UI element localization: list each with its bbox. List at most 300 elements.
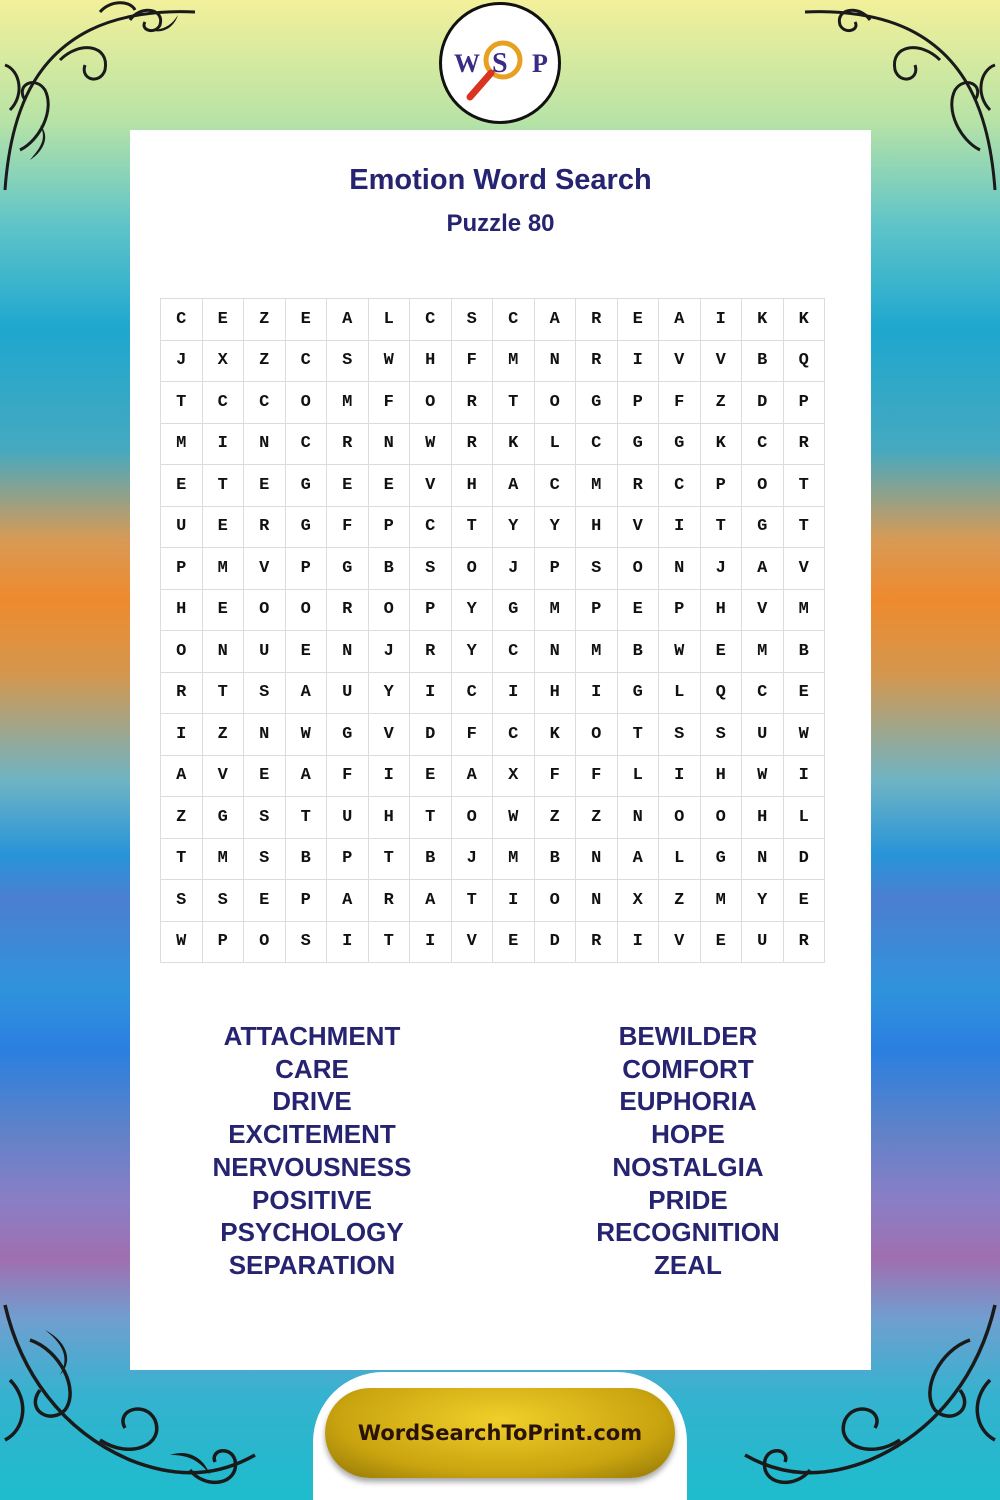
grid-cell[interactable]: I [493, 672, 535, 714]
grid-cell[interactable]: C [202, 382, 244, 424]
site-logo [439, 2, 561, 124]
grid-cell[interactable]: J [161, 340, 203, 382]
grid-cell[interactable]: E [327, 465, 369, 507]
grid-cell[interactable]: N [617, 797, 659, 839]
word-list-item: CARE [275, 1053, 349, 1084]
grid-cell[interactable]: R [327, 423, 369, 465]
grid-row [161, 423, 825, 465]
grid-cell[interactable]: G [659, 423, 701, 465]
grid-cell[interactable]: T [493, 382, 535, 424]
grid-cell[interactable]: G [202, 797, 244, 839]
grid-cell[interactable]: T [161, 382, 203, 424]
grid-cell[interactable]: I [410, 921, 452, 963]
grid-cell[interactable]: I [617, 921, 659, 963]
grid-cell[interactable]: Z [534, 797, 576, 839]
grid-cell[interactable]: E [244, 755, 286, 797]
grid-cell[interactable]: H [410, 340, 452, 382]
grid-cell[interactable]: T [783, 506, 825, 548]
grid-cell[interactable]: O [285, 382, 327, 424]
grid-cell[interactable]: C [285, 423, 327, 465]
grid-cell[interactable]: N [244, 714, 286, 756]
grid-cell[interactable]: P [617, 382, 659, 424]
grid-cell[interactable]: I [493, 880, 535, 922]
grid-cell[interactable]: A [742, 548, 784, 590]
grid-row [161, 797, 825, 839]
grid-cell[interactable]: I [783, 755, 825, 797]
grid-cell[interactable]: S [659, 714, 701, 756]
grid-cell[interactable]: S [244, 797, 286, 839]
grid-cell[interactable]: A [327, 880, 369, 922]
grid-cell[interactable]: S [410, 548, 452, 590]
grid-cell[interactable]: K [783, 299, 825, 341]
grid-cell[interactable]: E [493, 921, 535, 963]
grid-cell[interactable]: V [368, 714, 410, 756]
grid-cell[interactable]: V [451, 921, 493, 963]
grid-cell[interactable]: F [659, 382, 701, 424]
grid-cell[interactable]: G [327, 714, 369, 756]
grid-row [161, 382, 825, 424]
grid-row [161, 465, 825, 507]
word-list-left [162, 1020, 462, 1282]
grid-cell[interactable]: T [161, 838, 203, 880]
grid-cell[interactable]: I [659, 755, 701, 797]
grid-cell[interactable]: T [700, 506, 742, 548]
grid-cell[interactable]: W [783, 714, 825, 756]
grid-cell[interactable]: B [783, 631, 825, 673]
grid-cell[interactable]: H [576, 506, 618, 548]
grid-row [161, 506, 825, 548]
grid-cell[interactable]: O [534, 382, 576, 424]
grid-cell[interactable]: J [368, 631, 410, 673]
grid-cell[interactable]: H [700, 589, 742, 631]
grid-cell[interactable]: M [327, 382, 369, 424]
grid-cell[interactable]: T [202, 465, 244, 507]
grid-cell[interactable]: M [576, 631, 618, 673]
grid-cell[interactable]: N [576, 880, 618, 922]
grid-cell[interactable]: Z [161, 797, 203, 839]
grid-cell[interactable]: S [576, 548, 618, 590]
grid-cell[interactable]: E [202, 299, 244, 341]
grid-cell[interactable]: E [410, 755, 452, 797]
grid-cell[interactable]: S [285, 921, 327, 963]
grid-cell[interactable]: Z [576, 797, 618, 839]
grid-cell[interactable]: R [368, 880, 410, 922]
grid-cell[interactable]: M [161, 423, 203, 465]
grid-cell[interactable]: V [742, 589, 784, 631]
grid-cell[interactable]: O [451, 797, 493, 839]
grid-cell[interactable]: M [742, 631, 784, 673]
grid-cell[interactable]: E [202, 589, 244, 631]
grid-cell[interactable]: A [617, 838, 659, 880]
grid-cell[interactable]: N [327, 631, 369, 673]
grid-cell[interactable]: F [451, 714, 493, 756]
grid-cell[interactable]: I [410, 672, 452, 714]
word-list-item: COMFORT [622, 1053, 754, 1084]
grid-cell[interactable]: E [700, 921, 742, 963]
grid-cell[interactable]: A [659, 299, 701, 341]
grid-cell[interactable]: B [285, 838, 327, 880]
grid-cell[interactable]: B [410, 838, 452, 880]
grid-cell[interactable]: G [617, 672, 659, 714]
grid-row [161, 880, 825, 922]
grid-cell[interactable]: L [659, 838, 701, 880]
grid-cell[interactable]: M [576, 465, 618, 507]
grid-cell[interactable]: U [327, 672, 369, 714]
grid-cell[interactable]: I [202, 423, 244, 465]
grid-cell[interactable]: M [493, 838, 535, 880]
grid-cell[interactable]: V [410, 465, 452, 507]
grid-cell[interactable]: C [576, 423, 618, 465]
grid-cell[interactable]: N [534, 340, 576, 382]
grid-cell[interactable]: V [783, 548, 825, 590]
grid-cell[interactable]: C [534, 465, 576, 507]
grid-cell[interactable]: Z [700, 382, 742, 424]
grid-cell[interactable]: I [161, 714, 203, 756]
grid-cell[interactable]: T [368, 921, 410, 963]
grid-row [161, 838, 825, 880]
grid-cell[interactable]: H [451, 465, 493, 507]
logo-letter-w: W [454, 49, 480, 78]
grid-cell[interactable]: N [534, 631, 576, 673]
word-list-item: EXCITEMENT [228, 1119, 396, 1150]
grid-cell[interactable]: C [244, 382, 286, 424]
grid-cell[interactable]: H [161, 589, 203, 631]
grid-cell[interactable]: E [244, 880, 286, 922]
grid-cell[interactable]: Y [451, 589, 493, 631]
grid-cell[interactable]: O [368, 589, 410, 631]
grid-row [161, 631, 825, 673]
grid-cell[interactable]: C [493, 714, 535, 756]
grid-cell[interactable]: F [534, 755, 576, 797]
grid-cell[interactable]: I [659, 506, 701, 548]
grid-cell[interactable]: R [783, 921, 825, 963]
grid-cell[interactable]: T [410, 797, 452, 839]
grid-cell[interactable]: U [742, 921, 784, 963]
grid-cell[interactable]: V [617, 506, 659, 548]
grid-cell[interactable]: G [700, 838, 742, 880]
grid-cell[interactable]: D [534, 921, 576, 963]
grid-cell[interactable]: O [742, 465, 784, 507]
grid-cell[interactable]: F [327, 755, 369, 797]
grid-cell[interactable]: R [783, 423, 825, 465]
grid-cell[interactable]: N [659, 548, 701, 590]
word-list-item: PRIDE [648, 1184, 728, 1215]
grid-cell[interactable]: M [783, 589, 825, 631]
grid-cell[interactable]: R [327, 589, 369, 631]
grid-cell[interactable]: Z [659, 880, 701, 922]
word-list-item: ZEAL [654, 1249, 722, 1280]
grid-cell[interactable]: Z [202, 714, 244, 756]
grid-cell[interactable]: I [368, 755, 410, 797]
word-list-item: RECOGNITION [596, 1217, 780, 1248]
grid-cell[interactable]: D [783, 838, 825, 880]
grid-cell[interactable]: E [368, 465, 410, 507]
grid-cell[interactable]: O [410, 382, 452, 424]
grid-cell[interactable]: X [202, 340, 244, 382]
grid-cell[interactable]: D [410, 714, 452, 756]
grid-row [161, 340, 825, 382]
logo-letter-s: S [492, 48, 508, 79]
grid-cell[interactable]: Y [534, 506, 576, 548]
grid-cell[interactable]: E [285, 631, 327, 673]
grid-cell[interactable]: P [783, 382, 825, 424]
grid-cell[interactable]: O [659, 797, 701, 839]
grid-row [161, 548, 825, 590]
grid-cell[interactable]: G [285, 506, 327, 548]
grid-cell[interactable]: E [783, 880, 825, 922]
grid-cell[interactable]: R [451, 382, 493, 424]
grid-cell[interactable]: C [493, 299, 535, 341]
grid-cell[interactable]: O [244, 921, 286, 963]
grid-cell[interactable]: P [576, 589, 618, 631]
grid-cell[interactable]: A [285, 755, 327, 797]
grid-cell[interactable]: U [327, 797, 369, 839]
grid-cell[interactable]: L [617, 755, 659, 797]
grid-cell[interactable]: U [161, 506, 203, 548]
word-list-item: NERVOUSNESS [212, 1151, 412, 1182]
grid-cell[interactable]: N [244, 423, 286, 465]
grid-cell[interactable]: X [493, 755, 535, 797]
grid-cell[interactable]: O [244, 589, 286, 631]
grid-cell[interactable]: Y [451, 631, 493, 673]
grid-cell[interactable]: Y [368, 672, 410, 714]
grid-cell[interactable]: C [410, 299, 452, 341]
grid-cell[interactable]: H [742, 797, 784, 839]
grid-cell[interactable]: T [451, 506, 493, 548]
grid-cell[interactable]: I [700, 299, 742, 341]
word-list-item: EUPHORIA [619, 1086, 757, 1117]
grid-cell[interactable]: T [202, 672, 244, 714]
grid-cell[interactable]: O [161, 631, 203, 673]
grid-cell[interactable]: A [161, 755, 203, 797]
grid-cell[interactable]: N [576, 838, 618, 880]
grid-cell[interactable]: I [617, 340, 659, 382]
grid-cell[interactable]: T [285, 797, 327, 839]
grid-cell[interactable]: T [368, 838, 410, 880]
site-banner[interactable] [325, 1388, 675, 1478]
grid-cell[interactable]: R [451, 423, 493, 465]
grid-cell[interactable]: P [327, 838, 369, 880]
grid-cell[interactable]: R [576, 340, 618, 382]
grid-cell[interactable]: E [244, 465, 286, 507]
grid-cell[interactable]: W [161, 921, 203, 963]
word-list-item: SEPARATION [228, 1249, 396, 1280]
grid-cell[interactable]: Q [783, 340, 825, 382]
grid-cell[interactable]: F [368, 382, 410, 424]
grid-cell[interactable]: K [700, 423, 742, 465]
grid-cell[interactable]: H [534, 672, 576, 714]
grid-cell[interactable]: B [534, 838, 576, 880]
grid-cell[interactable]: T [451, 880, 493, 922]
grid-cell[interactable]: O [285, 589, 327, 631]
puzzle-sheet [130, 130, 871, 1370]
grid-cell[interactable]: J [451, 838, 493, 880]
word-list-right [538, 1020, 838, 1282]
grid-cell[interactable]: F [576, 755, 618, 797]
grid-cell[interactable]: T [783, 465, 825, 507]
grid-cell[interactable]: C [493, 631, 535, 673]
grid-cell[interactable]: O [700, 797, 742, 839]
grid-cell[interactable]: G [327, 548, 369, 590]
word-list-item: HOPE [651, 1119, 725, 1150]
grid-cell[interactable]: Y [493, 506, 535, 548]
grid-cell[interactable]: P [285, 880, 327, 922]
grid-cell[interactable]: E [783, 672, 825, 714]
grid-cell[interactable]: P [285, 548, 327, 590]
word-list-item: NOSTALGIA [612, 1151, 764, 1182]
grid-cell[interactable]: A [285, 672, 327, 714]
grid-row [161, 755, 825, 797]
grid-cell[interactable]: R [617, 465, 659, 507]
grid-cell[interactable]: I [576, 672, 618, 714]
grid-cell[interactable]: E [617, 299, 659, 341]
letter-grid [160, 298, 825, 963]
grid-cell[interactable]: O [576, 714, 618, 756]
grid-row [161, 672, 825, 714]
logo-letter-p: P [532, 49, 548, 78]
grid-cell[interactable]: S [327, 340, 369, 382]
word-list-item: POSITIVE [252, 1184, 372, 1215]
grid-cell[interactable]: S [700, 714, 742, 756]
grid-row [161, 714, 825, 756]
grid-cell[interactable]: R [410, 631, 452, 673]
site-url[interactable]: WordSearchToPrint.com [357, 1421, 643, 1445]
grid-cell[interactable]: P [161, 548, 203, 590]
grid-cell[interactable]: W [368, 340, 410, 382]
grid-cell[interactable]: S [244, 672, 286, 714]
grid-cell[interactable]: E [617, 589, 659, 631]
grid-cell[interactable]: R [576, 299, 618, 341]
grid-cell[interactable]: W [410, 423, 452, 465]
grid-cell[interactable]: H [700, 755, 742, 797]
grid-cell[interactable]: C [285, 340, 327, 382]
grid-cell[interactable]: A [327, 299, 369, 341]
grid-cell[interactable]: C [410, 506, 452, 548]
grid-cell[interactable]: L [659, 672, 701, 714]
grid-cell[interactable]: A [493, 465, 535, 507]
grid-cell[interactable]: C [742, 672, 784, 714]
grid-cell[interactable]: H [368, 797, 410, 839]
grid-cell[interactable]: K [493, 423, 535, 465]
grid-cell[interactable]: V [700, 340, 742, 382]
grid-cell[interactable]: L [534, 423, 576, 465]
grid-cell[interactable]: J [493, 548, 535, 590]
grid-cell[interactable]: N [368, 423, 410, 465]
grid-cell[interactable]: M [202, 548, 244, 590]
grid-cell[interactable]: S [161, 880, 203, 922]
grid-cell[interactable]: K [534, 714, 576, 756]
grid-cell[interactable]: E [700, 631, 742, 673]
grid-cell[interactable]: B [617, 631, 659, 673]
grid-cell[interactable]: P [700, 465, 742, 507]
grid-cell[interactable]: P [534, 548, 576, 590]
grid-cell[interactable]: Z [244, 340, 286, 382]
grid-cell[interactable]: Q [700, 672, 742, 714]
grid-cell[interactable]: V [202, 755, 244, 797]
grid-cell[interactable]: U [742, 714, 784, 756]
grid-cell[interactable]: F [327, 506, 369, 548]
grid-cell[interactable]: B [368, 548, 410, 590]
grid-cell[interactable]: L [783, 797, 825, 839]
grid-cell[interactable]: T [617, 714, 659, 756]
grid-row [161, 589, 825, 631]
grid-cell[interactable]: B [742, 340, 784, 382]
grid-cell[interactable]: N [742, 838, 784, 880]
grid-cell[interactable]: V [659, 921, 701, 963]
page-title: Emotion Word Search [349, 164, 652, 196]
grid-cell[interactable]: O [617, 548, 659, 590]
grid-cell[interactable]: M [202, 838, 244, 880]
grid-cell[interactable]: F [451, 340, 493, 382]
grid-cell[interactable]: A [534, 299, 576, 341]
grid-cell[interactable]: Y [742, 880, 784, 922]
grid-cell[interactable]: P [202, 921, 244, 963]
grid-cell[interactable]: E [285, 299, 327, 341]
grid-cell[interactable]: M [700, 880, 742, 922]
grid-cell[interactable]: S [202, 880, 244, 922]
grid-cell[interactable]: V [659, 340, 701, 382]
word-list-item: PSYCHOLOGY [220, 1217, 404, 1248]
grid-cell[interactable]: M [534, 589, 576, 631]
grid-cell[interactable]: M [493, 340, 535, 382]
grid-cell[interactable]: N [202, 631, 244, 673]
grid-cell[interactable]: V [244, 548, 286, 590]
grid-row [161, 299, 825, 341]
grid-cell[interactable]: A [410, 880, 452, 922]
grid-cell[interactable]: I [327, 921, 369, 963]
grid-cell[interactable]: C [742, 423, 784, 465]
grid-cell[interactable]: P [410, 589, 452, 631]
grid-cell[interactable]: W [742, 755, 784, 797]
grid-row [161, 921, 825, 963]
word-list-item: BEWILDER [618, 1021, 758, 1051]
grid-cell[interactable]: P [659, 589, 701, 631]
grid-cell[interactable]: E [202, 506, 244, 548]
grid-cell[interactable]: C [451, 672, 493, 714]
grid-cell[interactable]: O [534, 880, 576, 922]
grid-cell[interactable]: R [576, 921, 618, 963]
grid-cell[interactable]: G [576, 382, 618, 424]
grid-cell[interactable]: K [742, 299, 784, 341]
grid-cell[interactable]: Z [244, 299, 286, 341]
grid-cell[interactable]: U [244, 631, 286, 673]
grid-cell[interactable]: W [659, 631, 701, 673]
grid-cell[interactable]: E [161, 465, 203, 507]
grid-cell[interactable]: R [161, 672, 203, 714]
grid-cell[interactable]: P [368, 506, 410, 548]
grid-cell[interactable]: X [617, 880, 659, 922]
grid-cell[interactable]: G [617, 423, 659, 465]
grid-cell[interactable]: C [659, 465, 701, 507]
grid-cell[interactable]: S [451, 299, 493, 341]
grid-cell[interactable]: D [742, 382, 784, 424]
puzzle-number: Puzzle 80 [446, 210, 555, 237]
grid-cell[interactable]: G [493, 589, 535, 631]
grid-cell[interactable]: C [161, 299, 203, 341]
grid-cell[interactable]: A [451, 755, 493, 797]
grid-cell[interactable]: W [493, 797, 535, 839]
grid-cell[interactable]: G [285, 465, 327, 507]
grid-cell[interactable]: O [451, 548, 493, 590]
grid-cell[interactable]: L [368, 299, 410, 341]
grid-cell[interactable]: J [700, 548, 742, 590]
word-list-item: DRIVE [272, 1086, 352, 1117]
grid-cell[interactable]: R [244, 506, 286, 548]
word-list-item: ATTACHMENT [223, 1021, 401, 1051]
grid-cell[interactable]: S [244, 838, 286, 880]
grid-cell[interactable]: W [285, 714, 327, 756]
grid-cell[interactable]: G [742, 506, 784, 548]
